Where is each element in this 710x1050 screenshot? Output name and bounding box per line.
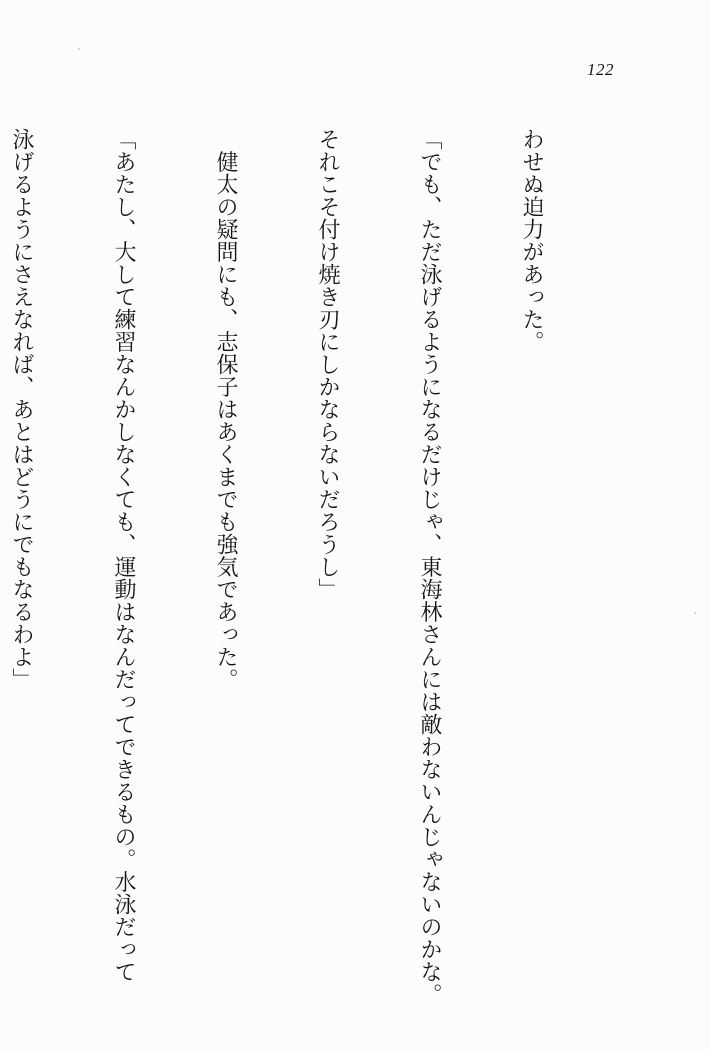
text-line: 「でも、ただ泳げるようになるだけじゃ、東海林さんには敵わないんじゃないのかな。	[417, 128, 442, 1006]
scan-speck	[78, 48, 80, 50]
text-line: 「あたし、大して練習なんかしなくても、運動はなんだってできるもの。水泳だって	[111, 128, 136, 983]
text-line: それこそ付け焼き刃にしかならないだろうし」	[315, 128, 340, 601]
page-number: 122	[587, 60, 614, 79]
scan-speck	[694, 612, 696, 614]
text-line: わせぬ迫力があった。	[519, 128, 544, 353]
novel-text-column-block	[9, 128, 616, 1006]
text-line: 泳げるようにさえなれば、あとはどうにでもなるわよ」	[9, 128, 34, 691]
text-line: 健太の疑問にも、志保子はあくまでも強気であった。	[213, 128, 238, 691]
